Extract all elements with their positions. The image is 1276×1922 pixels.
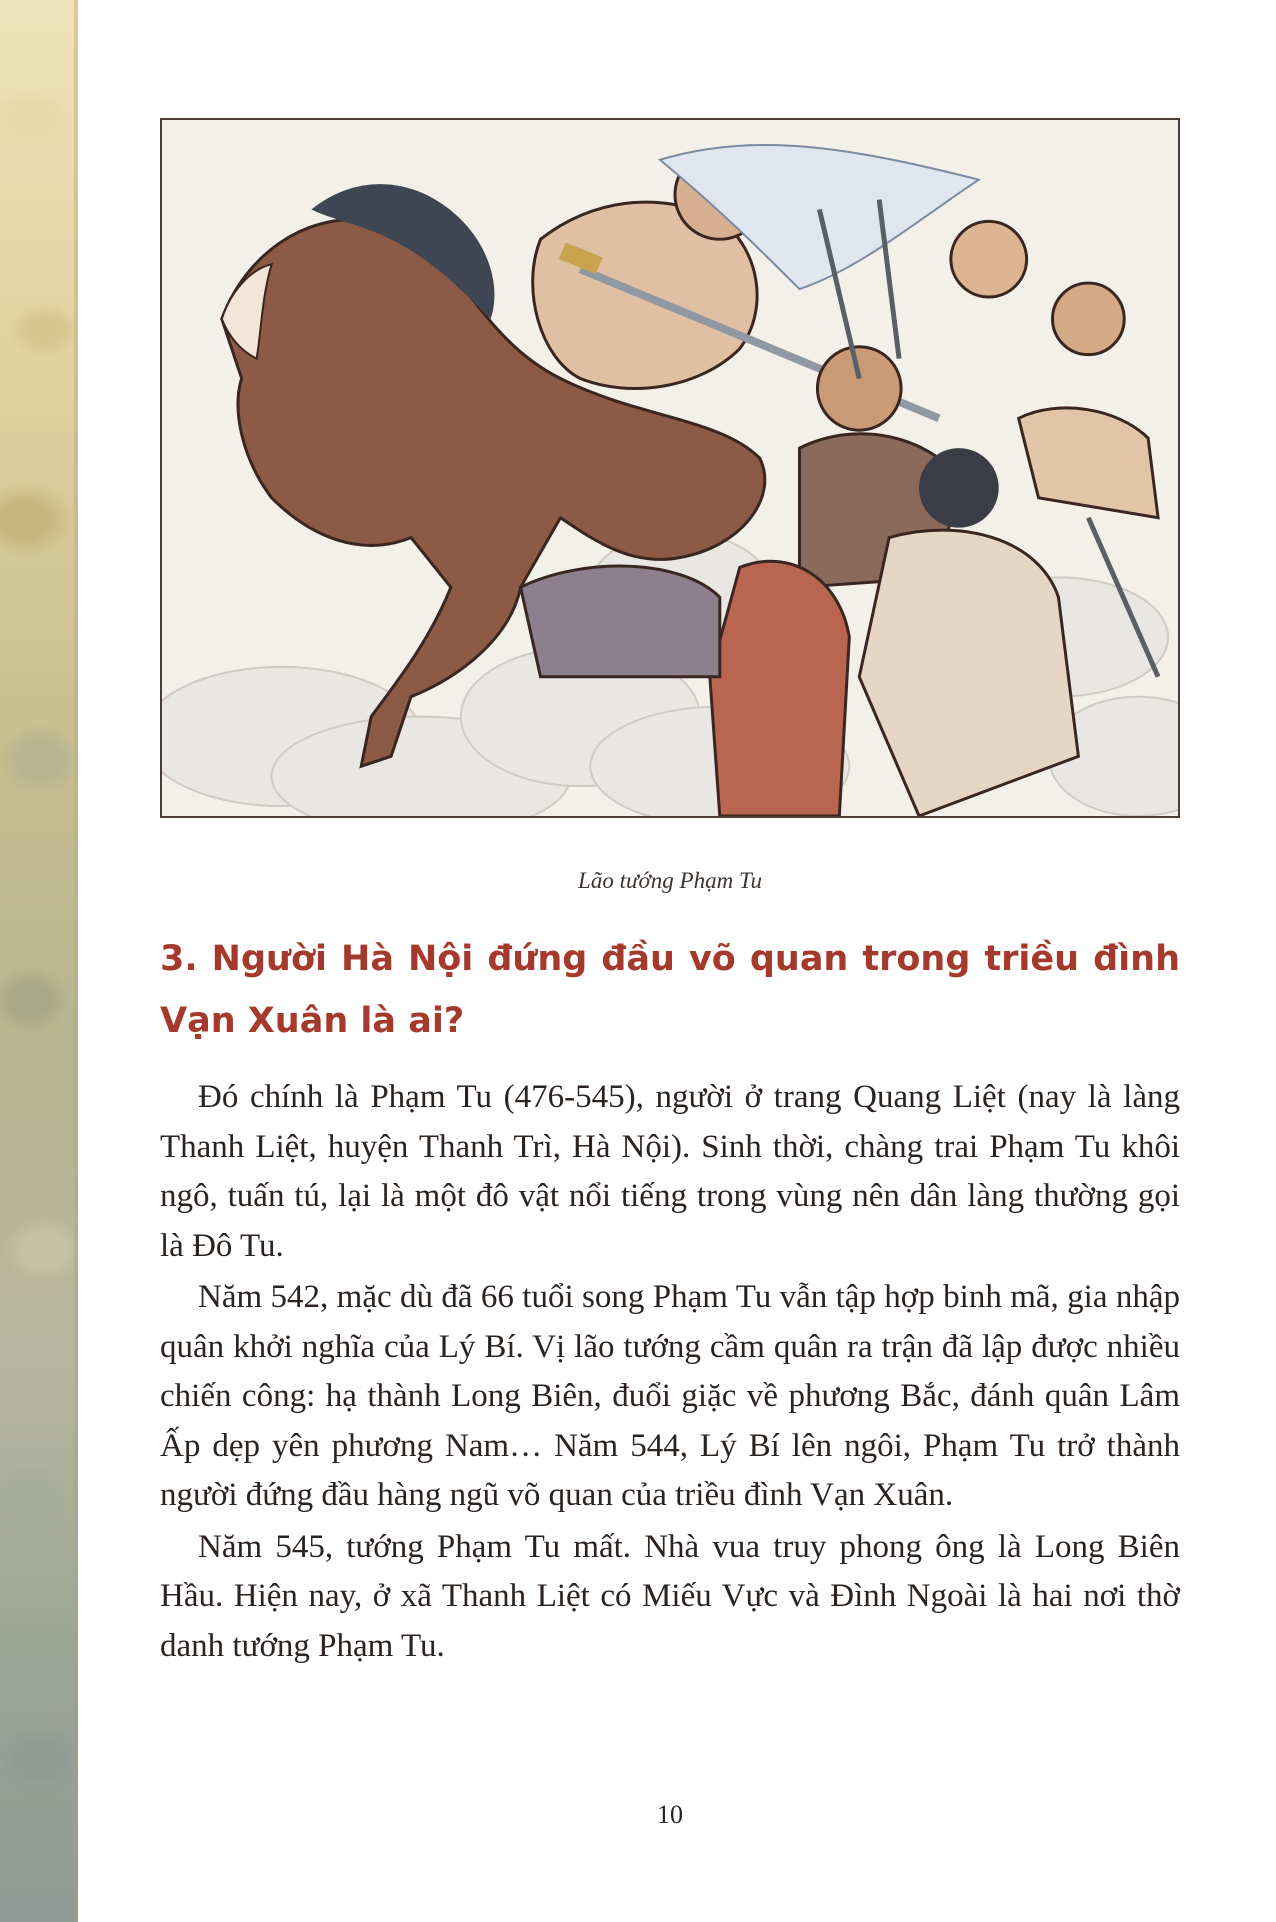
illustration-drawing [162, 120, 1178, 816]
page-number: 10 [657, 1800, 683, 1829]
paragraph-2: Năm 542, mặc dù đã 66 tuổi song Phạm Tu vẫn tập hợp binh mã, gia nhập quân khởi nghĩa của Lý Bí. Vị lão tướng cầm quân ra trận đã lập được nhiều chiến công: hạ thành Long Biên, đuổi giặc về phương Bắc, đánh quân Lâm Ấp dẹp yên phương Nam… Năm 544, Lý Bí lên ngôi, Phạm Tu trở thành người đứng đầu hàng ngũ võ quan của triều đình Vạn Xuân. [160, 1279, 1180, 1513]
section-heading: 3. Người Hà Nội đứng đầu võ quan trong triều đình Vạn Xuân là ai? [160, 939, 1180, 1041]
illustration-caption: Lão tướng Phạm Tu [578, 868, 762, 893]
paragraph-3: Năm 545, tướng Phạm Tu mất. Nhà vua truy phong ông là Long Biên Hầu. Hiện nay, ở xã Thanh Liệt có Miếu Vực và Đình Ngoài là hai nơi thờ danh tướng Phạm Tu. [160, 1528, 1180, 1664]
body-text [160, 1073, 1180, 1673]
decorative-side-border [0, 0, 78, 1922]
illustration-battle-scene [160, 118, 1180, 818]
paragraph-1: Đó chính là Phạm Tu (476-545), người ở trang Quang Liệt (nay là làng Thanh Liệt, huyện Thanh Trì, Hà Nội). Sinh thời, chàng trai Phạm Tu khôi ngô, tuấn tú, lại là một đô vật nổi tiếng trong vùng nên dân làng thường gọi là Đô Tu. [160, 1079, 1180, 1264]
